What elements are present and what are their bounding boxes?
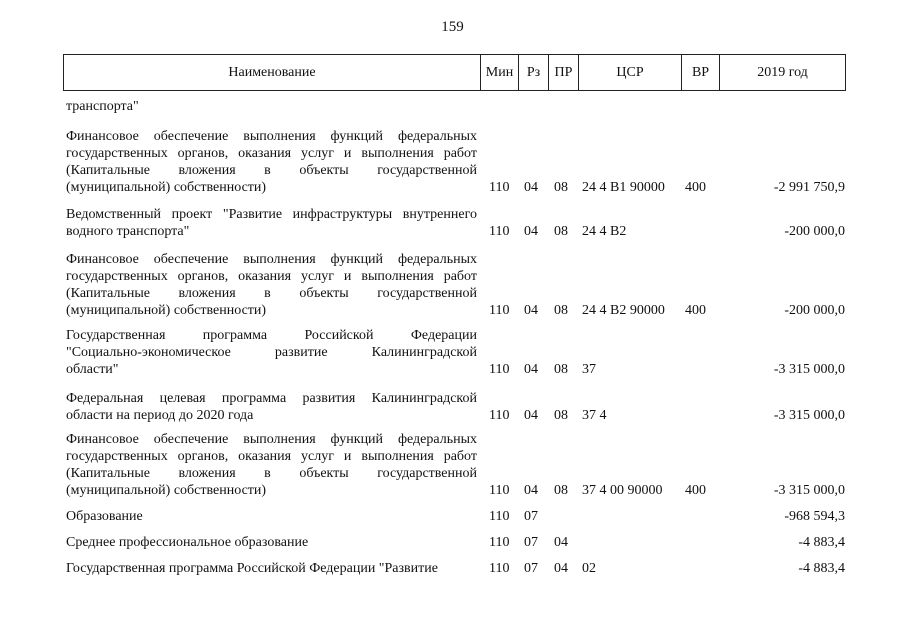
cell-rz: 04 [524, 483, 538, 498]
cell-min: 110 [489, 224, 510, 239]
cell-min: 110 [489, 535, 510, 550]
cell-rz: 04 [524, 224, 538, 239]
cell-vr: 400 [685, 180, 706, 195]
row-name-line: (Капитальные вложения в объекты государственной [66, 163, 477, 178]
row-name-line: области на период до 2020 года [66, 408, 254, 423]
cell-rz: 04 [524, 180, 538, 195]
row-name-line: Финансовое обеспечение выполнения функций федеральных [66, 129, 477, 144]
row-name-line: государственных органов, оказания услуг и выполнения работ [66, 269, 477, 284]
cell-sum: -4 883,4 [798, 561, 845, 576]
row-name-line: "Социально-экономическое развитие Калининградской [66, 345, 477, 360]
row-name-line: Государственная программа Российской Федерации [66, 328, 477, 343]
row-name [66, 98, 477, 115]
cell-sum: -4 883,4 [798, 535, 845, 550]
row-name-line: Образование [66, 509, 143, 524]
cell-rz: 07 [524, 561, 538, 576]
cell-min: 110 [489, 561, 510, 576]
cell-sum: -200 000,0 [784, 303, 845, 318]
cell-pr: 08 [554, 180, 568, 195]
header-pr: ПР [548, 55, 578, 90]
cell-min: 110 [489, 362, 510, 377]
cell-rz: 07 [524, 535, 538, 550]
row-name [66, 390, 477, 424]
page-number: 159 [441, 19, 464, 35]
cell-csr: 24 4 В2 90000 [582, 303, 665, 318]
cell-pr: 08 [554, 303, 568, 318]
cell-min: 110 [489, 509, 510, 524]
cell-csr: 24 4 В1 90000 [582, 180, 665, 195]
row-name-line: (муниципальной) собственности) [66, 483, 267, 498]
header-min: Мин [480, 55, 518, 90]
row-name-line: (Капитальные вложения в объекты государственной [66, 286, 477, 301]
row-name [66, 534, 477, 551]
row-name [66, 128, 477, 196]
row-name-line: (муниципальной) собственности) [66, 303, 267, 318]
row-name-line: Финансовое обеспечение выполнения функций федеральных [66, 252, 477, 267]
cell-sum: -3 315 000,0 [773, 362, 845, 377]
cell-csr: 37 [582, 362, 596, 377]
row-name-line: государственных органов, оказания услуг и выполнения работ [66, 146, 477, 161]
cell-sum: -2 991 750,9 [773, 180, 845, 195]
cell-rz: 07 [524, 509, 538, 524]
row-name [66, 560, 477, 577]
row-name-line: Федеральная целевая программа развития Калининградской [66, 391, 477, 406]
cell-min: 110 [489, 180, 510, 195]
header-vr: ВР [681, 55, 719, 90]
cell-vr: 400 [685, 483, 706, 498]
row-name [66, 508, 477, 525]
cell-vr: 400 [685, 303, 706, 318]
cell-pr: 08 [554, 224, 568, 239]
row-name-line: государственных органов, оказания услуг и выполнения работ [66, 449, 477, 464]
cell-rz: 04 [524, 303, 538, 318]
row-name [66, 431, 477, 499]
cell-csr: 37 4 00 90000 [582, 483, 663, 498]
row-name-line: водного транспорта" [66, 224, 190, 239]
row-name [66, 327, 477, 378]
cell-csr: 24 4 В2 [582, 224, 627, 239]
row-name-line: Финансовое обеспечение выполнения функций федеральных [66, 432, 477, 447]
header-csr: ЦСР [578, 55, 681, 90]
cell-pr: 04 [554, 535, 568, 550]
cell-sum: -200 000,0 [784, 224, 845, 239]
row-name-line: области" [66, 362, 119, 377]
cell-min: 110 [489, 483, 510, 498]
table-header [63, 54, 846, 91]
row-name-line: (муниципальной) собственности) [66, 180, 267, 195]
row-name-line: Ведомственный проект "Развитие инфраструктуры внутреннего [66, 207, 477, 222]
cell-min: 110 [489, 303, 510, 318]
row-name-line: Среднее профессиональное образование [66, 535, 309, 550]
row-name-line: транспорта" [66, 99, 139, 114]
cell-sum: -3 315 000,0 [773, 408, 845, 423]
header-rz: Рз [518, 55, 548, 90]
cell-sum: -3 315 000,0 [773, 483, 845, 498]
cell-sum: -968 594,3 [784, 509, 845, 524]
cell-pr: 04 [554, 561, 568, 576]
cell-pr: 08 [554, 362, 568, 377]
cell-csr: 02 [582, 561, 596, 576]
cell-csr: 37 4 [582, 408, 607, 423]
cell-pr: 08 [554, 408, 568, 423]
row-name-line: (Капитальные вложения в объекты государственной [66, 466, 477, 481]
cell-pr: 08 [554, 483, 568, 498]
row-name [66, 206, 477, 240]
row-name-line: Государственная программа Российской Федерации "Развитие [66, 561, 438, 576]
row-name [66, 251, 477, 319]
header-year: 2019 год [719, 55, 845, 90]
cell-min: 110 [489, 408, 510, 423]
cell-rz: 04 [524, 362, 538, 377]
header-name: Наименование [228, 64, 316, 80]
cell-rz: 04 [524, 408, 538, 423]
